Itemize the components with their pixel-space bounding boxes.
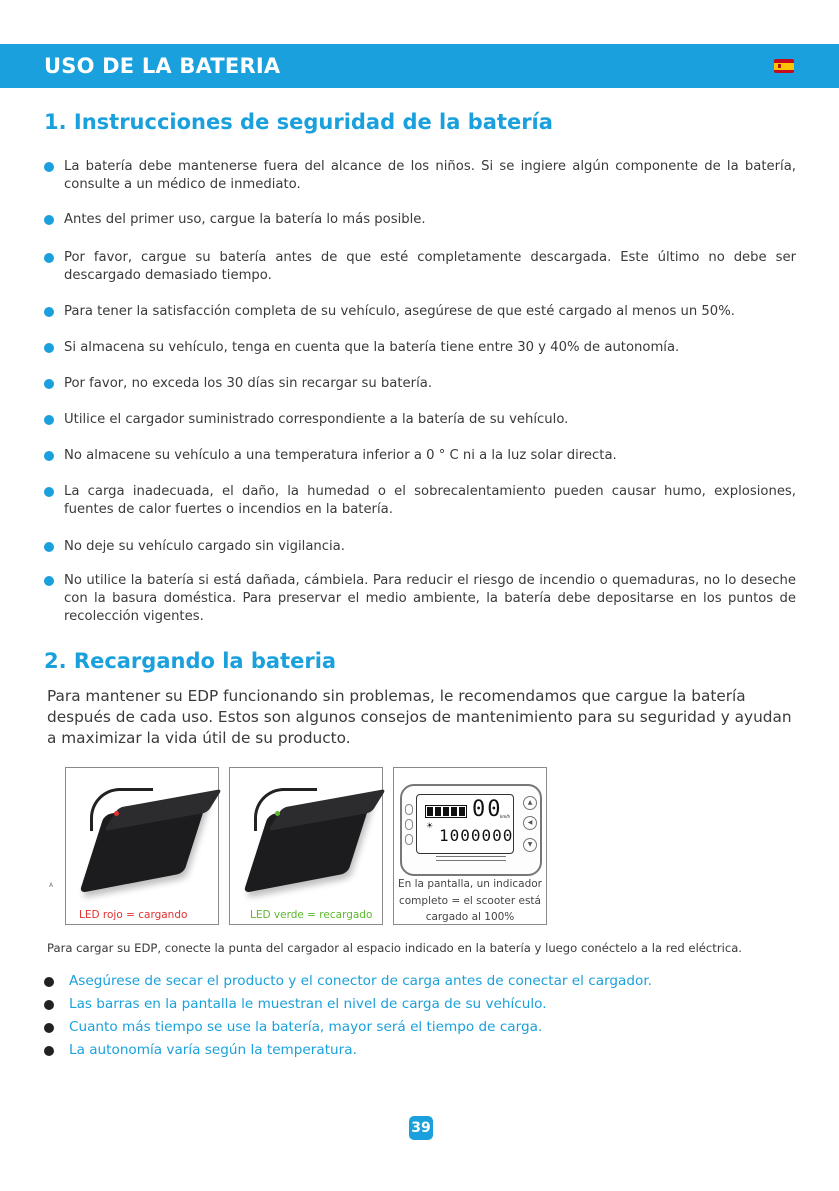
charging-instruction: Para cargar su EDP, conecte la punta del cargador al espacio indicado en la batería y luego conéctelo a la red eléctrica. xyxy=(47,941,742,955)
bullet-icon xyxy=(44,487,54,497)
lcd-unit: km/h xyxy=(500,814,511,819)
lcd-screen xyxy=(416,794,514,854)
page-number: 39 xyxy=(409,1116,433,1140)
header-bar xyxy=(0,44,839,88)
bullet-icon xyxy=(44,162,54,172)
bullet-icon xyxy=(44,576,54,586)
display-figure xyxy=(393,767,547,925)
charger-green-figure xyxy=(229,767,383,925)
green-led-icon xyxy=(275,811,280,816)
led-indicator-icon xyxy=(405,804,413,815)
spain-flag-icon xyxy=(774,59,794,73)
section2-intro: Para mantener su EDP funcionando sin problemas, le recomendamos que cargue la batería después de cada uso. Estos son algunos consejos de mantenimiento para su seguridad y ayudan a maximizar la vida útil de su producto. xyxy=(47,687,792,747)
mode-button-icon: ◀ xyxy=(523,816,537,830)
bullet-icon xyxy=(44,307,54,317)
bullet-icon xyxy=(44,343,54,353)
led-indicator-icon xyxy=(405,819,413,830)
display-caption: En la pantalla, un indicador completo = el scooter está cargado al 100% xyxy=(398,878,542,923)
list-item: No deje su vehículo cargado sin vigilancia. xyxy=(44,538,796,556)
red-led-caption: LED rojo = cargando xyxy=(79,909,188,921)
bullet-icon xyxy=(44,215,54,225)
list-item: La carga inadecuada, el daño, la humedad o el sobrecalentamiento pueden causar humo, explosiones, fuentes de calor fuertes o incendios en la batería. xyxy=(44,483,796,519)
bullet-icon xyxy=(44,977,54,987)
bullet-icon xyxy=(44,451,54,461)
list-item: La batería debe mantenerse fuera del alcance de los niños. Si se ingiere algún componente de la batería, consulte a un médico de inmediato. xyxy=(44,158,796,194)
bullet-icon xyxy=(44,1000,54,1010)
led-indicator-icon xyxy=(405,834,413,845)
charger-red-figure xyxy=(65,767,219,925)
lcd-display xyxy=(400,784,542,876)
list-item: No almacene su vehículo a una temperatura inferior a 0 ° C ni a la luz solar directa. xyxy=(44,447,796,465)
battery-level-icon xyxy=(425,805,467,818)
headlight-icon: ☀ xyxy=(426,821,434,830)
list-item: Las barras en la pantalla le muestran el nivel de carga de su vehículo. xyxy=(44,995,744,1013)
display-base xyxy=(436,856,506,861)
list-item: Por favor, no exceda los 30 días sin recargar su batería. xyxy=(44,375,796,393)
bullet-icon xyxy=(44,415,54,425)
bullet-icon xyxy=(44,1046,54,1056)
list-item: No utilice la batería si está dañada, cámbiela. Para reducir el riesgo de incendio o quemaduras, no lo deseche con la basura doméstica. Para preservar el medio ambiente, la batería debe depositarse en los puntos de recolección vigentes. xyxy=(44,572,796,626)
bullet-icon xyxy=(44,1023,54,1033)
list-item: La autonomía varía según la temperatura. xyxy=(44,1041,744,1059)
list-item: Cuanto más tiempo se use la batería, mayor será el tiempo de carga. xyxy=(44,1018,744,1036)
list-item: Por favor, cargue su batería antes de que esté completamente descargada. Este último no debe ser descargado demasiado tiempo. xyxy=(44,249,796,285)
section2-title: 2. Recargando la bateria xyxy=(44,649,337,673)
bullet-icon xyxy=(44,253,54,263)
bullet-icon xyxy=(44,542,54,552)
header-title: USO DE LA BATERIA xyxy=(44,54,281,78)
list-item: Si almacena su vehículo, tenga en cuenta que la batería tiene entre 30 y 40% de autonomía. xyxy=(44,339,796,357)
section1-title: 1. Instrucciones de seguridad de la batería xyxy=(44,110,553,134)
lcd-odometer: 1000000 xyxy=(439,826,514,845)
figure-mark: A xyxy=(49,882,54,889)
list-item: Para tener la satisfacción completa de su vehículo, asegúrese de que esté cargado al menos un 50%. xyxy=(44,303,796,321)
list-item: Utilice el cargador suministrado correspondiente a la batería de su vehículo. xyxy=(44,411,796,429)
up-button-icon: ▲ xyxy=(523,796,537,810)
down-button-icon: ▼ xyxy=(523,838,537,852)
list-item: Asegúrese de secar el producto y el conector de carga antes de conectar el cargador. xyxy=(44,972,744,990)
lcd-speed: 00 xyxy=(472,797,503,822)
list-item: Antes del primer uso, cargue la batería lo más posible. xyxy=(44,211,796,229)
green-led-caption: LED verde = recargado xyxy=(250,909,373,921)
red-led-icon xyxy=(114,811,119,816)
bullet-icon xyxy=(44,379,54,389)
